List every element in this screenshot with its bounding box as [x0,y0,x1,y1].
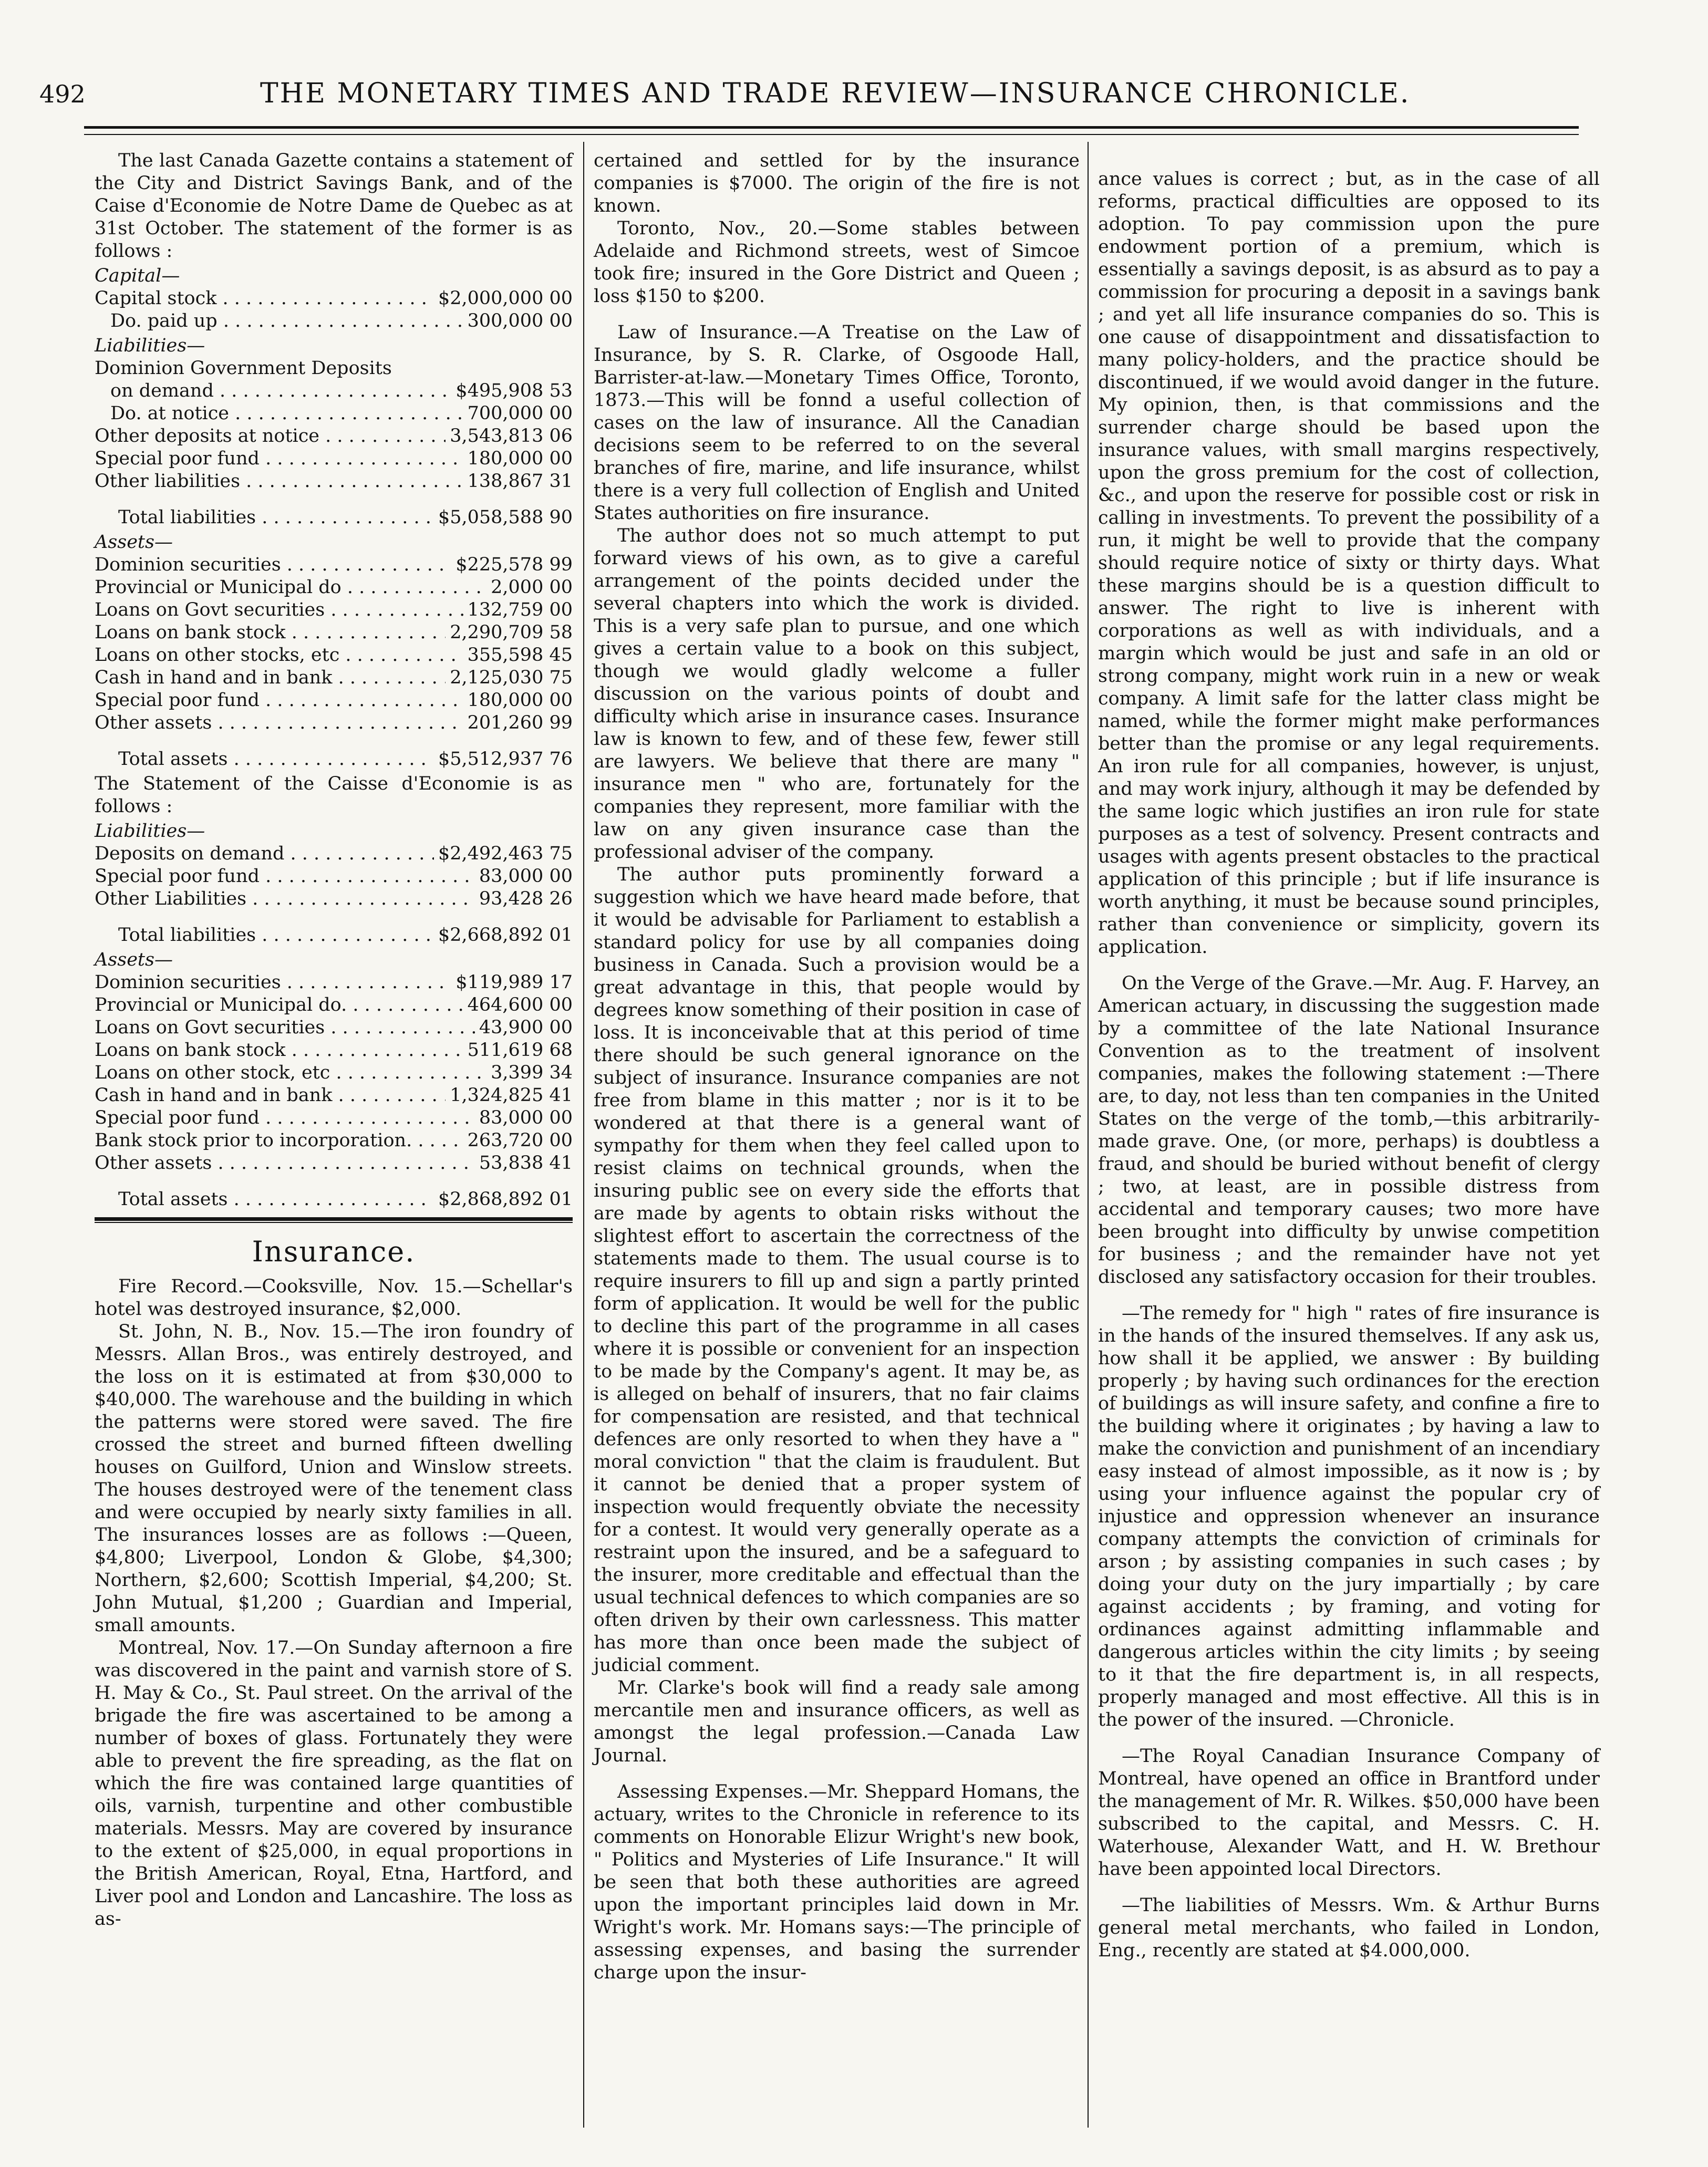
row-value: $2,868,892 01 [438,1189,573,1210]
row-name: Loans on bank stock . . . [95,1039,463,1062]
row-value: 201,260 99 [467,712,573,733]
section-rule-thick [95,1217,573,1221]
row-value: 263,720 00 [467,1130,573,1151]
statement-row [95,621,573,644]
row-value: 180,000 00 [467,448,573,469]
row-name: Total liabilities . . . [118,924,434,947]
capital-label: Capital— [95,265,180,286]
assessing-expenses-paragraph: Assessing Expenses.—Mr. Sheppard Homans, the actuary, writes to the Chronicle in reference to its comments on Honorable Elizur Wright's new book, " Politics and Mysteries of Life Insurance." It will be seen that both these authorities are agreed upon the important principles laid down in Mr. Wright's work. Mr. Homans says:—The principle of assessing expenses, and basing the surrender charge upon the insur- [594,1781,1080,1983]
column-3 [1098,168,1600,1962]
row-name: Other assets . . . [95,1152,475,1175]
total-liabilities-row [95,506,573,529]
law-of-insurance-paragraph: Law of Insurance.—A Treatise on the Law of Insurance, by S. R. Clarke, of Osgoode Hall, Barrister-at-law.—Monetary Times Office, Toronto, 1873.—This will be fonnd a useful collection of cases on the law of insurance. All the Canadian decisions seem to be referred to on the several branches of fire, marine, and life insurance, whilst there is a very full collection of English and United States authorities on fire insurance. [594,322,1080,524]
statement-row [95,888,573,910]
row-name: Loans on Govt securities . . . [95,1017,475,1039]
statement-row [95,470,573,493]
row-value: 83,000 00 [479,866,573,887]
row-name: Loans on Govt securities . . . [95,599,463,621]
statement-row [95,310,573,333]
statement-row [95,1017,573,1039]
statement-row [95,402,573,425]
row-name: Loans on bank stock . . . [95,621,446,644]
statement-row [95,712,573,734]
page-number: 492 [39,80,86,108]
statement-row [95,576,573,599]
row-name: Dominion Government Deposits [95,358,392,379]
statement-row [95,865,573,888]
row-value: 355,598 45 [467,645,573,666]
row-name: Loans on other stock, etc . . . [95,1062,486,1084]
row-name: Special poor fund . . . [95,1107,475,1129]
statement-row [95,644,573,667]
montreal-paragraph: Montreal, Nov. 17.—On Sunday afternoon a fire was discovered in the paint and varnish store of S. H. May & Co., St. Paul street. On the arrival of the brigade the fire was ascertained to be among a number of boxes of glass. Fortunately they were able to prevent the fire spreading, as the flat on which the fire was contained large quantities of oils, varnish, turpentine and other combustible materials. Messrs. May are covered by insurance to the extent of $25,000, in equal proportions in the British American, Royal, Etna, Hartford, and Liver pool and London and Lancashire. The loss as as- [95,1637,573,1930]
row-value: 3,543,813 06 [450,426,573,447]
row-value: 132,759 00 [467,599,573,620]
total-assets-row [95,1188,573,1211]
row-value: $5,058,588 90 [438,507,573,528]
row-value: 1,324,825 41 [450,1085,573,1106]
intro-paragraph: The last Canada Gazette contains a statement of the City and District Savings Bank, and of the Caise d'Economie de Notre Dame de Quebec as at 31st October. The statement of the former is as follows : [95,150,573,262]
row-name: Capital stock . . . [95,287,434,310]
row-value: 138,867 31 [467,471,573,492]
section-rule-thin [95,1222,573,1223]
row-name: Do. paid up . . . [95,310,463,333]
row-name: Other liabilities . . . [95,470,463,493]
statement-row [95,1039,573,1062]
column-rule-2 [1088,142,1089,2128]
row-value: 43,900 00 [479,1017,573,1038]
row-name: Bank stock prior to incorporation. . . . [95,1129,463,1152]
statement-row [95,425,573,448]
liabilities-label: Liabilities— [95,335,205,356]
row-name: on demand . . . [95,380,451,402]
row-value: 3,399 34 [491,1062,573,1083]
row-name: Special poor fund . . . [95,448,463,470]
paragraph: Mr. Clarke's book will find a ready sale among mercantile men and insurance officers, as well as amongst the legal profession.—Canada Law Journal. [594,1677,1080,1766]
row-value: $119,989 17 [456,972,573,993]
statement-row [95,689,573,712]
statement-row [95,1152,573,1175]
row-value: $5,512,937 76 [438,749,573,770]
row-name: Total assets . . . [118,748,434,771]
row-value: 2,000 00 [491,577,573,598]
row-value: $495,908 53 [456,380,573,401]
caisse-intro: The Statement of the Caisse d'Economie is as follows : [95,773,573,817]
row-name: Dominion securities . . . [95,554,451,576]
column-2 [594,150,1080,1984]
row-value: 700,000 00 [467,403,573,424]
row-name: Total liabilities . . . [118,506,434,529]
statement-row [95,994,573,1017]
paragraph: —The Royal Canadian Insurance Company of Montreal, have opened an office in Brantford under the management of Mr. R. Wilkes. $50,000 have been subscribed to the capital, and Messrs. C. H. Waterhouse, Alexander Watt, and H. W. Brethour have been appointed local Directors. [1098,1746,1600,1880]
total-assets-row [95,748,573,771]
row-value: 511,619 68 [467,1040,573,1061]
paragraph: Toronto, Nov., 20.—Some stables between Adelaide and Richmond streets, west of Simcoe took fire; insured in the Gore District and Queen ; loss $150 to $200. [594,218,1080,307]
row-name: Other assets . . . [95,712,463,734]
row-name: Loans on other stocks, etc . . . [95,644,463,667]
running-title: THE MONETARY TIMES AND TRADE REVIEW—INSURANCE CHRONICLE. [260,78,1411,109]
row-value: 464,600 00 [467,994,573,1015]
assets-label: Assets— [95,949,173,970]
liabilities-label: Liabilities— [95,821,205,842]
row-name: Cash in hand and in bank . . . [95,667,446,689]
row-value: 53,838 41 [479,1153,573,1174]
verge-of-grave-paragraph: On the Verge of the Grave.—Mr. Aug. F. Harvey, an American actuary, in discussing the suggestion made by a committee of the late National Insurance Convention as to the treatment of insolvent companies, makes the following statement :—There are, to day, not less than ten companies in the United States on the verge of the tomb,—this arbitrarily-made grave. One, (or more, perhaps) is doubtless a fraud, and should be buried without benefit of clergy ; two, at least, are in possible distress from accidental and temporary causes; two more have been brought into difficulty by unwise competition for business ; and the remainder have not yet disclosed any satisfactory occasion for their troubles. [1098,973,1600,1288]
row-value: 83,000 00 [479,1107,573,1128]
row-value: 300,000 00 [467,310,573,331]
statement-row [95,1084,573,1107]
row-name: Special poor fund . . . [95,689,463,712]
paragraph: The author does not so much attempt to put forward views of his own, as to give a careful arrangement of the points decided under the several chapters into which the work is divided. This is a very safe plan to pursue, and one which gives a certain value to a book on this subject, though we would gladly welcome a fuller discussion on the various points of doubt and difficulty which arise in insurance cases. Insurance law is known to few, and of these few, fewer still are lawyers. We believe that there are many " insurance men " who are, fortunately for the companies they represent, more familiar with the law on any given insurance case than the professional adviser of the company. [594,525,1080,863]
statement-row [95,287,573,310]
paragraph: certained and settled for by the insurance companies is $7000. The origin of the fire is not known. [594,150,1080,216]
row-value: $2,668,892 01 [438,925,573,946]
row-name: Other Liabilities . . . [95,888,475,910]
row-name: Special poor fund . . . [95,865,475,888]
row-value: 2,290,709 58 [450,622,573,643]
statement-row [95,1129,573,1152]
header-rule-thin [84,134,1579,135]
statement-row [95,843,573,865]
st-john-paragraph: St. John, N. B., Nov. 15.—The iron foundry of Messrs. Allan Bros., was entirely destroyed, and the loss on it is estimated at from $30,000 to $40,000. The warehouse and the building in which the patterns were stored were saved. The fire crossed the street and burned fifteen dwelling houses on Guilford, Union and Winslow streets. The houses destroyed were of the tenement class and were occupied by nearly sixty families in all. The insurances losses are as follows :—Queen, $4,800; Liverpool, London & Globe, $4,300; Northern, $2,600; Scottish Imperial, $4,200; St. John Mutual, $1,200 ; Guardian and Imperial, small amounts. [95,1321,573,1636]
row-value: $2,000,000 00 [438,288,573,309]
row-value: 93,428 26 [479,888,573,909]
assets-label: Assets— [95,532,173,553]
statement-row [95,1062,573,1084]
row-name: Deposits on demand . . . [95,843,434,865]
statement-row [95,380,573,402]
statement-row [95,971,573,994]
statement-row [95,554,573,576]
row-name: Provincial or Municipal do . . . [95,576,486,599]
row-name: Do. at notice . . . [95,402,463,425]
statement-row [95,1107,573,1129]
section-heading: Insurance. [252,1235,416,1268]
row-value: $225,578 99 [456,554,573,575]
row-value: 180,000 00 [467,690,573,711]
row-name: Cash in hand and in bank . . . [95,1084,446,1107]
row-name: Dominion securities . . . [95,971,451,994]
row-value: $2,492,463 75 [438,843,573,864]
statement-row [95,599,573,621]
row-value: 2,125,030 75 [450,667,573,688]
header-rule-thick [84,126,1579,129]
statement-row-heading [95,357,573,380]
column-1 [95,150,573,1931]
row-name: Provincial or Municipal do. . . . [95,994,463,1017]
caisse-statement [95,820,573,1211]
paragraph: —The remedy for " high " rates of fire insurance is in the hands of the insured themselves. If any ask us, how shall it be applied, we answer : By building properly ; by having such ordinances for the erection of buildings as will insure safety, and confine a fire to the building where it originates ; by having a law to make the conviction and punishment of an incendiary easy instead of almost impossible, as it now is ; by using your influence against the popular cry of injustice and oppression whenever an insurance company attempts the conviction of criminals for arson ; by assisting companies in such cases ; by doing your duty on the jury impartially ; by care against accidents ; by framing, and voting for ordinances against admitting inflammable and dangerous articles within the city limits ; by seeing to it that the fire department is, in all respects, properly managed and most effective. All this is in the power of the insured. —Chronicle. [1098,1303,1600,1730]
paragraph: The author puts prominently forward a suggestion which we have heard made before, that it would be advisable for Parliament to establish a standard policy for use by all companies doing business in Canada. Such a provision would be a great advantage in this, that people would by degrees know something of their position in case of loss. It is inconceivable that at this period of time there should be such general ignorance on the subject of insurance. Insurance companies are not free from blame in this matter ; nor is it to be wondered at that there is a general want of sympathy for them when they feel called upon to resist claims on technical grounds, when the insuring public see on every side the efforts that are made by agents to obtain risks without the slightest effort to ascertain the correctness of the statements made to them. The usual course is to require insurers to fill up and sign a partly printed form of application. It would be well for the public to decline this part of the programme in all cases where it is possible or convenient for an inspection to be made by the Company's agent. It may be, as is alleged on behalf of insurers, that no fair claims for compensation are resisted, and that technical defences are only resorted to when they have a " moral conviction " that the claim is fraudulent. But it cannot be denied that a proper system of inspection would frequently obviate the necessity for a contest. It would very generally operate as a restraint upon the insured, and be a safeguard to the insurer, more creditable and effectual than the usual technical defences to which companies are so often driven by their own carlessness. This matter has more than once been made the subject of judicial comment. [594,864,1080,1676]
statement-row [95,448,573,470]
paragraph: ance values is correct ; but, as in the case of all reforms, practical difficulties are opposed to its adoption. To pay commission upon the pure endowment portion of a premium, which is essentially a savings deposit, is as absurd as to pay a commission for procuring a deposit in a savings bank ; and yet all life insurance companies do so. This is one cause of disappointment and dissatisfaction to many policy-holders, and the practice should be discontinued, if we would avoid danger in the future. My opinion, then, is that commissions and the surrender charge should be based upon the insurance values, with small margins respectively, upon the gross premium for the cost of collection, &c., and upon the reserve for possible cost or risk in calling in investments. To prevent the possibility of a run, it might be well to provide that the company should require notice of sixty or thirty days. What these margins should be is a question difficult to answer. The right to live is inherent with corporations as well as with individuals, and a margin which would be just and safe in an old or strong company, might work ruin in a new or weak company. A limit safe for the latter class might be named, while the former might make performances better than the promise or any legal requirements. An iron rule for all companies, however, is unjust, and may work injury, although it may be defended by the same logic which justifies an iron rule for state purposes as a test of solvency. Present contracts and usages with agents present obstacles to the practical application of this principle ; but if life insurance is worth anything, it must be because sound principles, rather than convenience or simplicity, govern its application. [1098,169,1600,958]
total-liabilities-row [95,924,573,947]
fire-record-paragraph: Fire Record.—Cooksville, Nov. 15.—Schellar's hotel was destroyed insurance, $2,000. [95,1276,573,1320]
statement-row [95,667,573,689]
column-rule-1 [583,142,584,2128]
row-name: Other deposits at notice . . . [95,425,446,448]
paragraph: —The liabilities of Messrs. Wm. & Arthur Burns general metal merchants, who failed in London, Eng., recently are stated at $4.000,000. [1098,1895,1600,1961]
row-name: Total assets . . . [118,1188,434,1211]
savings-bank-statement [95,265,573,771]
